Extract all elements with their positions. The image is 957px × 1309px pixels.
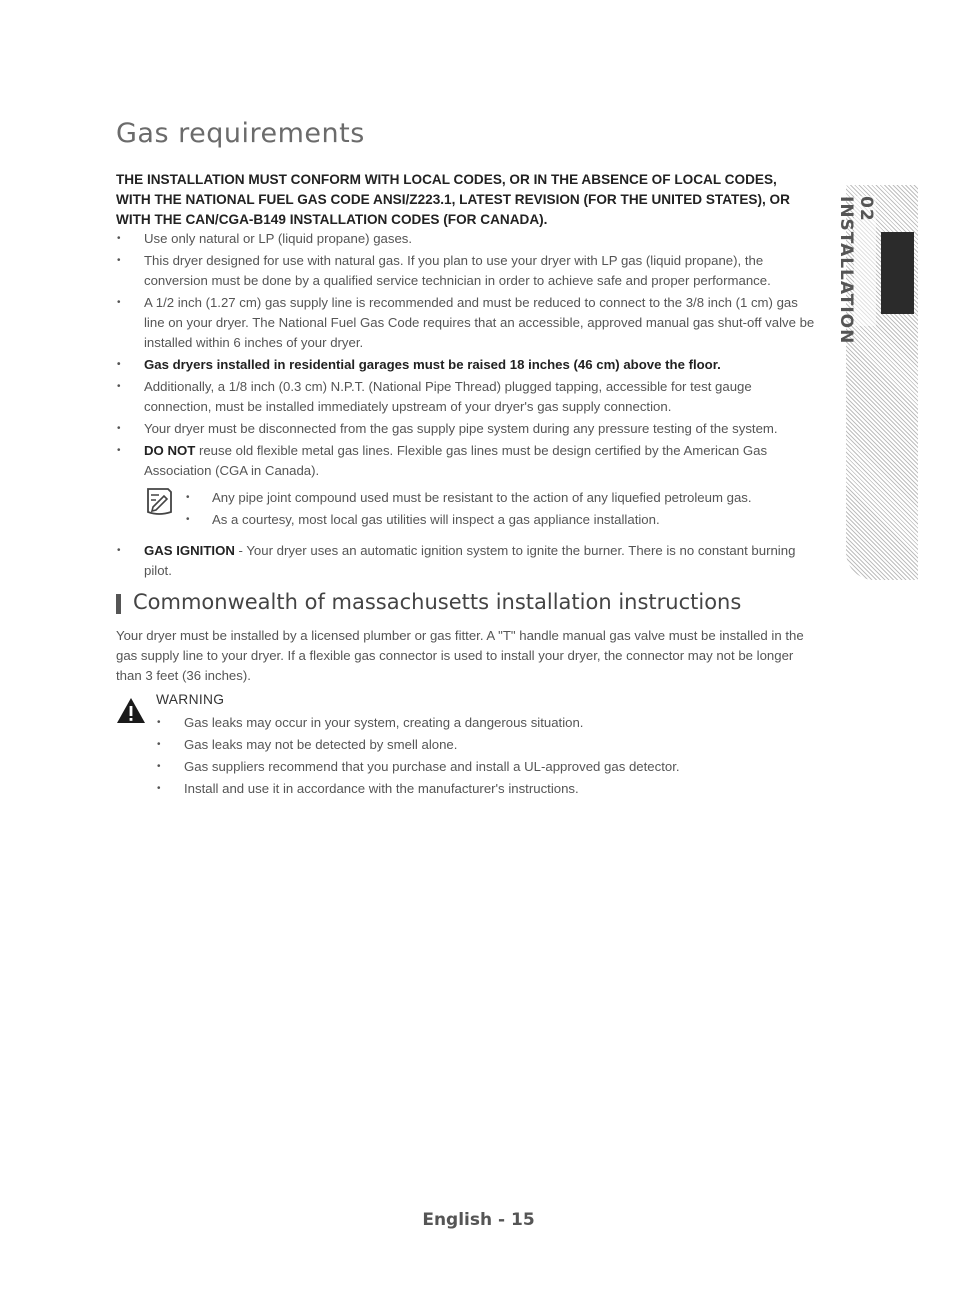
note-item: • Any pipe joint compound used must be resistant to the action of any liquefied petroleum gas. (212, 487, 816, 509)
list-item-gas-ignition (116, 541, 816, 581)
warning-item: • Gas leaks may not be detected by smell alone. (156, 734, 796, 756)
note-list (144, 487, 816, 531)
list-item: • Use only natural or LP (liquid propane) gases. (116, 229, 816, 249)
list-item: • Your dryer must be disconnected from the gas supply pipe system during any pressure testing of the system. (116, 419, 816, 439)
chapter-tab-label: 02 INSTALLATION (836, 196, 876, 345)
warning-list (156, 712, 796, 800)
list-item-do-not (116, 441, 816, 481)
do-not-label: DO NOT (144, 443, 196, 458)
note-pencil-icon (144, 486, 174, 516)
note-item: • As a courtesy, most local gas utilities will inspect a gas appliance installation. (212, 509, 816, 531)
gas-requirements-list (116, 229, 816, 583)
list-item: • A 1/2 inch (1.27 cm) gas supply line is recommended and must be reduced to connect to the 3/8 inch (1 cm) gas line on your dryer. The National Fuel Gas Code requires that an accessible, approved manual gas shut-off valve be installed within 6 inches of your dryer. (116, 293, 816, 353)
list-item-garage-warning: • Gas dryers installed in residential garages must be raised 18 inches (46 cm) above the floor. (116, 355, 816, 375)
warning-item: • Gas suppliers recommend that you purchase and install a UL-approved gas detector. (156, 756, 796, 778)
page-footer: English - 15 (422, 1210, 535, 1230)
section-heading-massachusetts: Commonwealth of massachusetts installation instructions (116, 590, 741, 614)
warning-item: • Gas leaks may occur in your system, creating a dangerous situation. (156, 712, 796, 734)
installation-code-notice: THE INSTALLATION MUST CONFORM WITH LOCAL CODES, OR IN THE ABSENCE OF LOCAL CODES, WITH THE NATIONAL FUEL GAS CODE ANSI/Z223.1, LATEST REVISION (FOR THE UNITED STATES), OR WITH THE CAN/CGA-B149 INSTALLATION CODES (FOR CANADA). (116, 172, 790, 227)
gas-ignition-text: - Your dryer uses an automatic ignition system to ignite the burner. There is no constant burning pilot. (144, 543, 796, 578)
list-item: • This dryer designed for use with natural gas. If you plan to use your dryer with LP gas (liquid propane), the conversion must be done by a qualified service technician in order to achieve safe and proper performance. (116, 251, 816, 291)
massachusetts-instructions: Your dryer must be installed by a licensed plumber or gas fitter. A "T" handle manual gas valve must be installed in the gas supply line to your dryer. If a flexible gas connector is used to install your dryer, the connector may not be longer than 3 feet (36 inches). (116, 628, 804, 683)
warning-title: WARNING (156, 692, 225, 707)
page-title: Gas requirements (116, 118, 365, 149)
list-item: • Additionally, a 1/8 inch (0.3 cm) N.P.T. (National Pipe Thread) plugged tapping, accessible for test gauge connection, must be installed immediately upstream of your dryer's gas supply connection. (116, 377, 816, 417)
do-not-text: reuse old flexible metal gas lines. Flexible gas lines must be design certified by the American Gas Association (CGA in Canada). (144, 443, 768, 478)
gas-ignition-label: GAS IGNITION (144, 543, 235, 558)
note-block (116, 487, 816, 531)
warning-item: • Install and use it in accordance with the manufacturer's instructions. (156, 778, 796, 800)
warning-triangle-icon (116, 697, 146, 724)
chapter-tab-marker (881, 232, 914, 314)
